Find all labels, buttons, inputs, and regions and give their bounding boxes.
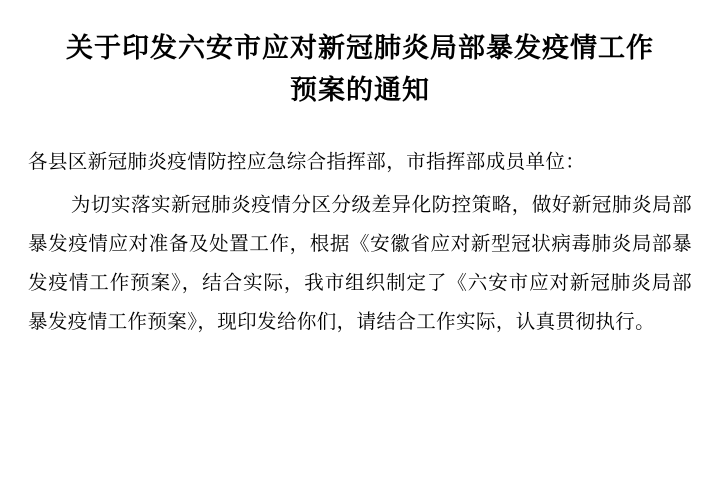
- recipients-line: 各县区新冠肺炎疫情防控应急综合指挥部，市指挥部成员单位：: [28, 149, 586, 173]
- document-title: 关于印发六安市应对新冠肺炎局部暴发疫情工作预案的通知: [66, 33, 654, 106]
- body-paragraph: 为切实落实新冠肺炎疫情分区分级差异化防控策略，做好新冠肺炎局部暴发疫情应对准备及处置工作，根据《安徽省应对新型冠状病毒肺炎局部暴发疫情工作预案》，结合实际，我市组织制定了《六安市应对新冠肺炎局部暴发疫情工作预案》，现印发给你们，请结合工作实际，认真贯彻执行。: [28, 192, 692, 333]
- document-body: [0, 112, 720, 341]
